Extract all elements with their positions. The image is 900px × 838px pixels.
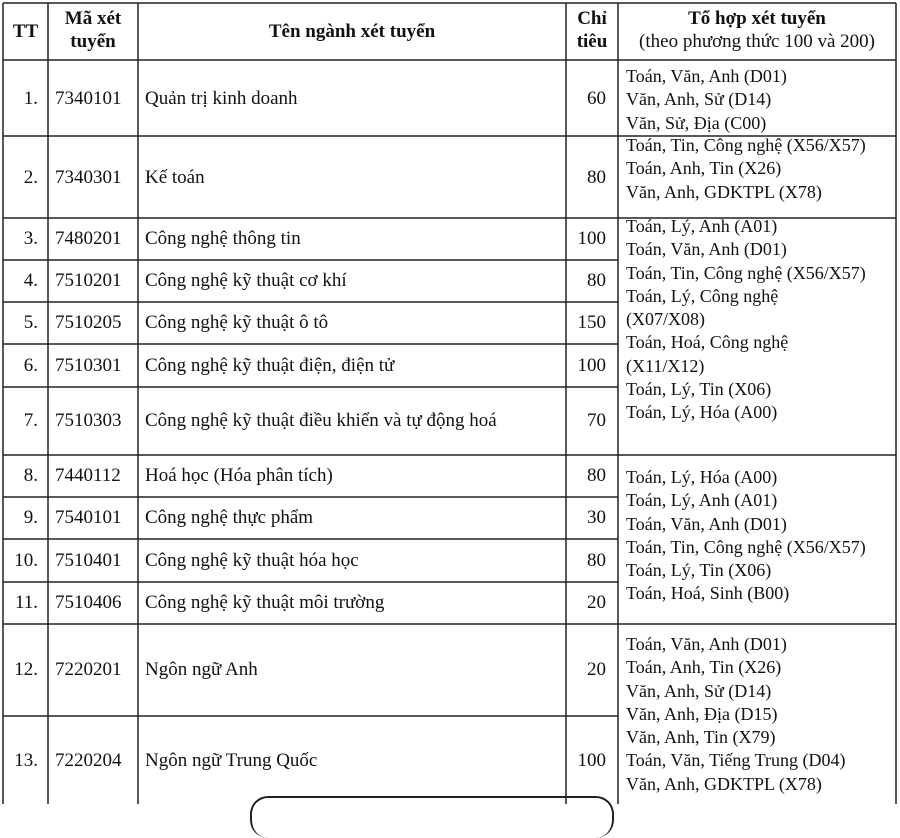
row-quota: 150 [577, 312, 606, 333]
row-quota: 80 [587, 550, 606, 571]
row-name: Công nghệ kỹ thuật hóa học [145, 550, 359, 571]
row-code: 7510301 [55, 355, 122, 376]
row-name: Công nghệ kỹ thuật điều khiển và tự động hoá [145, 410, 497, 431]
combo-line: Toán, Văn, Anh (D01) [626, 634, 787, 654]
row-quota: 80 [587, 465, 606, 486]
combo-line: Văn, Anh, Tin (X79) [626, 727, 776, 748]
row-tt: 2. [23, 167, 38, 188]
row-name: Ngôn ngữ Anh [145, 659, 258, 680]
row-code: 7510401 [55, 550, 122, 571]
combo-group [626, 65, 787, 135]
combo-line: Toán, Lý, Công nghệ [626, 285, 779, 306]
combo-line: Toán, Anh, Tin (X26) [626, 657, 782, 678]
combo-line: (X07/X08) [626, 309, 705, 330]
combo-line: Toán, Văn, Tiếng Trung (D04) [626, 750, 846, 771]
combo-line: Toán, Lý, Hóa (A00) [626, 402, 778, 423]
header-name: Tên ngành xét tuyển [268, 21, 436, 42]
combo-line: Văn, Anh, Địa (D15) [626, 703, 778, 724]
combo-line: Toán, Lý, Tin (X06) [626, 379, 772, 400]
row-code: 7540101 [55, 507, 122, 528]
row-quota: 100 [577, 750, 606, 771]
header-tt: TT [12, 21, 39, 42]
row-code: 7510201 [55, 270, 122, 291]
header-quota-line1: Chỉ [577, 8, 607, 29]
row-name: Hoá học (Hóa phân tích) [145, 465, 333, 486]
row-quota: 60 [587, 88, 606, 109]
header-combo-line2: (theo phương thức 100 và 200) [639, 31, 875, 52]
row-name: Quản trị kinh doanh [145, 88, 298, 109]
combo-line: Toán, Tin, Công nghệ (X56/X57) [626, 135, 866, 155]
combo-group [626, 134, 866, 204]
row-code: 7510303 [55, 410, 122, 431]
row-quota: 100 [577, 355, 606, 376]
row-tt: 13. [14, 750, 38, 771]
header-code-line1: Mã xét [64, 8, 122, 29]
row-tt: 5. [23, 312, 38, 333]
row-code: 7480201 [55, 228, 122, 249]
combo-line: (X11/X12) [626, 355, 705, 376]
combo-line: Toán, Hoá, Công nghệ [626, 332, 789, 353]
row-name: Công nghệ thực phẩm [145, 507, 314, 528]
header-combo-line1: Tổ hợp xét tuyển [688, 8, 826, 29]
row-tt: 8. [23, 465, 38, 486]
row-name: Công nghệ kỹ thuật cơ khí [145, 270, 347, 291]
row-quota: 80 [587, 270, 606, 291]
row-tt: 3. [23, 228, 38, 249]
combo-line: Toán, Anh, Tin (X26) [626, 158, 782, 179]
row-tt: 1. [23, 88, 38, 109]
bottom-edge-shape [250, 796, 614, 838]
combo-line: Toán, Hoá, Sinh (B00) [626, 583, 790, 604]
row-tt: 7. [23, 410, 38, 431]
row-tt: 11. [14, 592, 38, 613]
row-quota: 100 [577, 228, 606, 249]
row-code: 7220204 [55, 750, 122, 771]
row-code: 7510205 [55, 312, 122, 333]
row-quota: 20 [587, 659, 606, 680]
header-quota-line2: tiêu [576, 31, 608, 52]
row-code: 7220201 [55, 659, 122, 680]
row-tt: 12. [14, 659, 38, 680]
combo-line: Văn, Anh, Sử (D14) [626, 89, 772, 110]
row-tt: 10. [14, 550, 38, 571]
row-code: 7440112 [55, 465, 121, 486]
header-code-line2: tuyển [70, 31, 116, 52]
combo-line: Văn, Anh, GDKTPL (X78) [626, 773, 822, 794]
row-code: 7340301 [55, 167, 122, 188]
row-quota: 80 [587, 167, 606, 188]
combo-line: Toán, Lý, Hóa (A00) [626, 467, 778, 487]
combo-line: Toán, Văn, Anh (D01) [626, 513, 787, 534]
row-name: Công nghệ kỹ thuật điện, điện tử [145, 355, 395, 376]
row-name: Công nghệ kỹ thuật ô tô [145, 312, 329, 333]
combo-line: Toán, Lý, Tin (X06) [626, 560, 772, 581]
row-quota: 70 [587, 410, 606, 431]
combo-line: Toán, Lý, Anh (A01) [626, 216, 778, 236]
combo-group [626, 215, 866, 425]
row-name: Công nghệ thông tin [145, 228, 301, 249]
row-code: 7340101 [55, 88, 122, 109]
row-quota: 30 [587, 507, 606, 528]
row-name: Công nghệ kỹ thuật môi trường [145, 592, 385, 613]
combo-line: Toán, Văn, Anh (D01) [626, 66, 787, 86]
combo-line: Văn, Sử, Địa (C00) [626, 112, 767, 133]
combo-line: Toán, Tin, Công nghệ (X56/X57) [626, 262, 866, 283]
combo-line: Văn, Anh, Sử (D14) [626, 680, 772, 701]
combo-line: Toán, Văn, Anh (D01) [626, 239, 787, 260]
row-name: Ngôn ngữ Trung Quốc [145, 750, 318, 771]
row-code: 7510406 [55, 592, 122, 613]
row-tt: 9. [23, 507, 38, 528]
combo-line: Toán, Tin, Công nghệ (X56/X57) [626, 536, 866, 557]
combo-line: Toán, Lý, Anh (A01) [626, 490, 778, 511]
row-quota: 20 [587, 592, 606, 613]
combo-line: Văn, Anh, GDKTPL (X78) [626, 181, 822, 202]
combo-group [626, 633, 845, 796]
combo-group [626, 466, 866, 606]
row-name: Kế toán [145, 167, 205, 188]
row-tt: 6. [23, 355, 38, 376]
row-tt: 4. [23, 270, 38, 291]
